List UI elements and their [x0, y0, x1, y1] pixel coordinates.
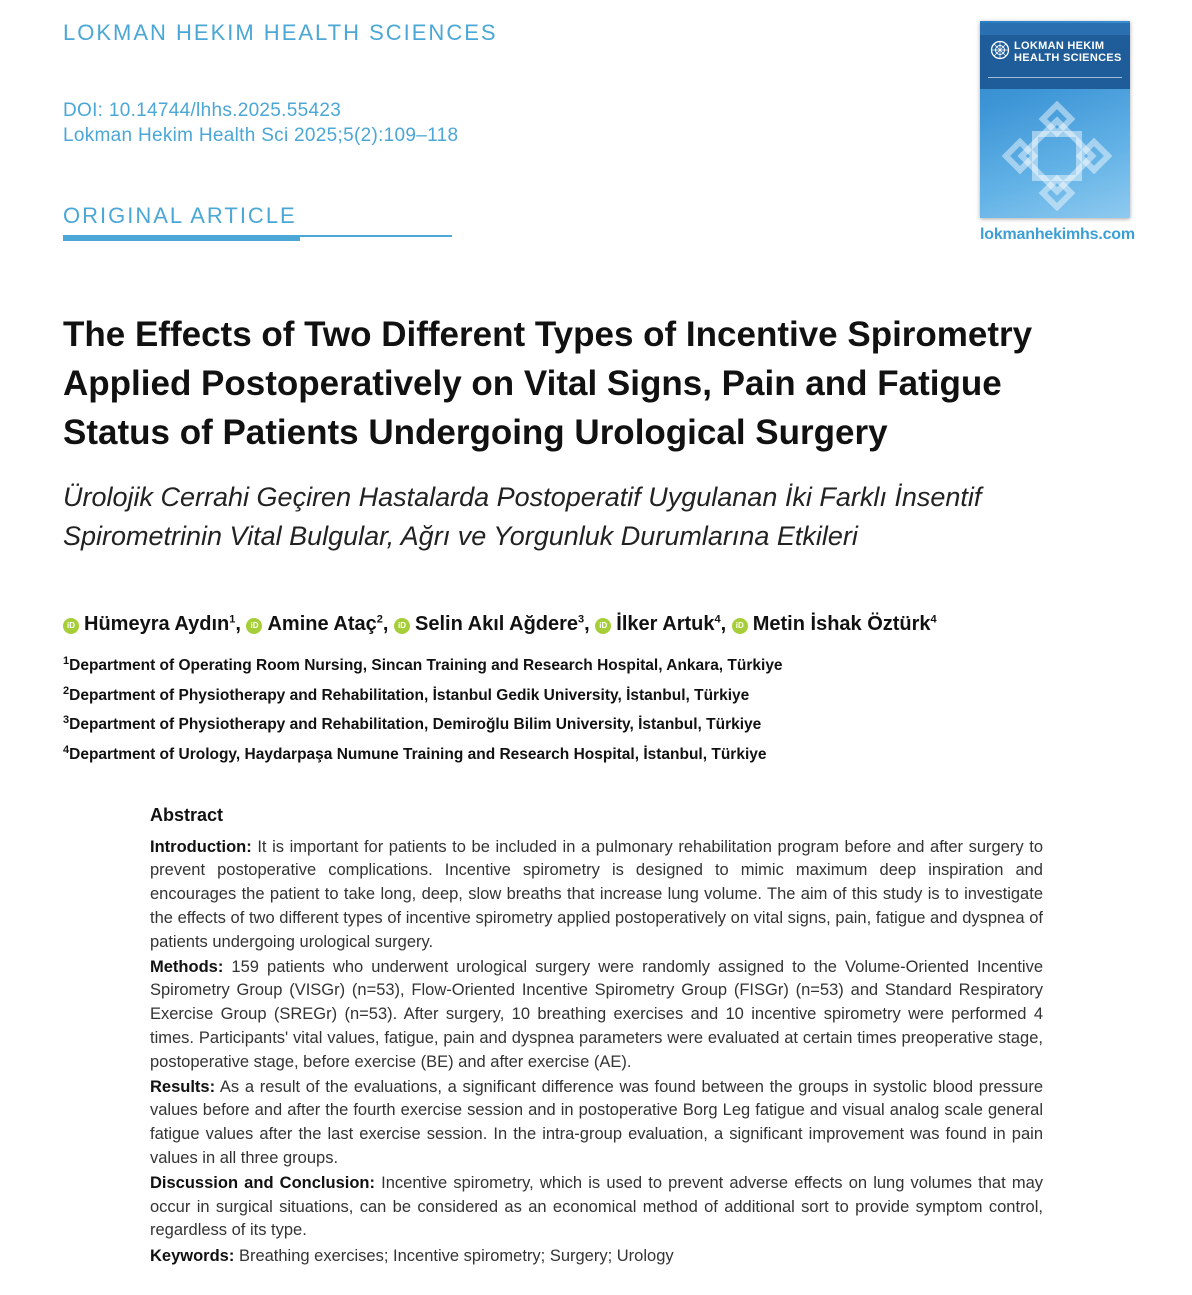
author: iD Selin Akıl Ağdere$^3$, — [394, 613, 595, 635]
journal-name: LOKMAN HEKIM HEALTH SCIENCES — [63, 20, 498, 45]
cover-meta-line — [988, 77, 1122, 82]
divider-accent — [63, 237, 300, 241]
author: iD Metin İshak Öztürk$^4$ — [732, 613, 937, 635]
doi[interactable]: DOI: 10.14744/lhhs.2025.55423 — [63, 100, 342, 121]
article-title: The Effects of Two Different Types of Incentive Spirometry Applied Postoperatively on Vital Signs, Pain and Fatigue Status of Patients Undergoing Urological Surgery — [63, 315, 1033, 452]
cover-title: LOKMAN HEKIM HEALTH SCIENCES — [1014, 40, 1122, 64]
affiliation: $^3$Department of Physiotherapy and Rehabilitation, Demiroğlu Bilim University, İstanbul, Türkiye — [63, 714, 762, 734]
journal-website-link[interactable]: lokmanhekimhs.com — [980, 226, 1135, 243]
abstract-results: Results: As a result of the evaluations, a significant difference was found between the groups in systolic blood pressure values before and after the fourth exercise session and in postoperative Borg Leg fatigue and visual analog scale general fatigue values after the last exercise session. In the intra-group evaluation, a significant improvement was found in pain values in all three groups. — [150, 1077, 1043, 1167]
abstract — [150, 804, 1043, 1270]
author: iD İlker Artuk$^4$, — [595, 613, 731, 635]
journal-logo-icon — [990, 40, 1010, 60]
cover-top-strip — [980, 23, 1130, 35]
citation: Lokman Hekim Health Sci 2025;5(2):109–118 — [63, 125, 459, 146]
orcid-icon[interactable]: iD — [394, 618, 410, 634]
orcid-icon[interactable]: iD — [63, 618, 79, 634]
affiliation: $^4$Department of Urology, Haydarpaşa Numune Training and Research Hospital, İstanbul, Türkiye — [63, 743, 767, 764]
journal-cover-image — [980, 21, 1130, 218]
affiliation: $^2$Department of Physiotherapy and Rehabilitation, İstanbul Gedik University, İstanbul, Türkiye — [63, 684, 750, 704]
author: iD Amine Ataç$^2$, — [246, 613, 394, 635]
author: iD Hümeyra Aydın$^1$, — [63, 613, 246, 635]
affiliation: $^1$Department of Operating Room Nursing, Sincan Training and Research Hospital, Ankara, Türkiye — [63, 655, 783, 675]
orcid-icon[interactable]: iD — [595, 618, 611, 634]
author-list — [63, 613, 1123, 636]
cover-pattern-icon — [1002, 101, 1112, 211]
abstract-methods: Methods: 159 patients who underwent urological surgery were randomly assigned to the Volume-Oriented Incentive Spirometry Group (VISGr) (n=53), Flow-Oriented Incentive Spirometry Group (FISGr) (n=53) and Standard Respiratory Exercise Group (SREGr) (n=53). After surgery, 10 breathing exercises and 10 incentive spirometry were performed 4 times. Participants' vital values, fatigue, pain and dyspnea parameters were evaluated at certain times preoperative stage, postoperative stage, before exercise (BE) and after exercise (AE). — [150, 957, 1043, 1071]
abstract-keywords: Keywords: Breathing exercises; Incentive spirometry; Surgery; Urology — [150, 1246, 674, 1265]
abstract-introduction: Introduction: It is important for patients to be included in a pulmonary rehabilitation program before and after surgery to prevent postoperative complications. Incentive spirometry is designed to mimic maximum deep inspiration and encourages the patient to take long, deep, slow breaths that increase lung volume. The aim of this study is to investigate the effects of two different types of incentive spirometry applied postoperatively on vital signs, pain, fatigue and dyspnea of patients undergoing urological surgery. — [150, 837, 1043, 951]
doi-block — [63, 98, 458, 148]
orcid-icon[interactable]: iD — [246, 618, 262, 634]
orcid-icon[interactable]: iD — [732, 618, 748, 634]
article-title-turkish: Ürolojik Cerrahi Geçiren Hastalarda Postoperatif Uygulanan İki Farklı İnsentif Spirometrinin Vital Bulgular, Ağrı ve Yorgunluk Durumlarına Etkileri — [63, 482, 982, 551]
affiliation-list — [63, 649, 1123, 768]
abstract-heading: Abstract — [150, 805, 224, 825]
abstract-discussion: Discussion and Conclusion: Incentive spirometry, which is used to prevent adverse effects on lung volumes that may occur in surgical situations, can be considered as an economical method of additional sort to provide symptom control, regardless of its type. — [150, 1174, 1043, 1240]
article-type: ORIGINAL ARTICLE — [63, 203, 297, 228]
